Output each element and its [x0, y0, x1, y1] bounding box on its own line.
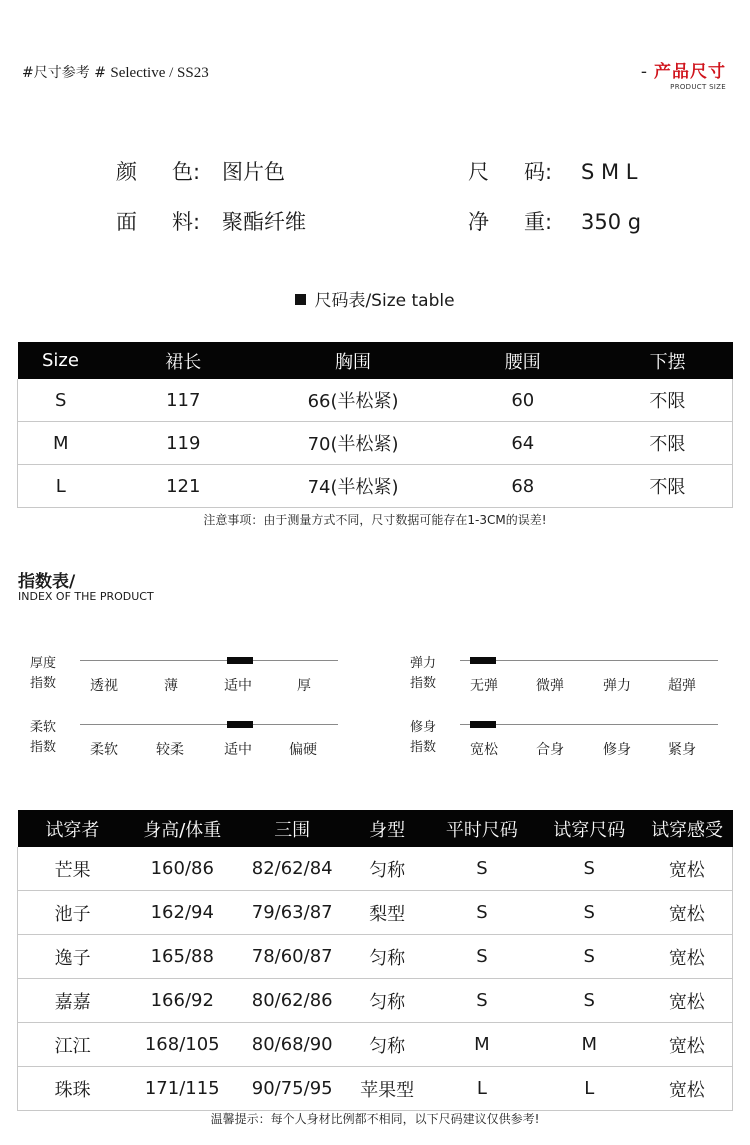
elasticity-scale-line: [460, 660, 718, 661]
tester-table: [17, 810, 733, 1111]
scale-option: 厚: [297, 678, 311, 694]
info-fabric-value: 聚酯纤维: [222, 210, 306, 234]
scale-label-line: 指数: [410, 740, 437, 755]
tester-table-header: 三围: [237, 810, 347, 847]
table-cell: 宽松: [642, 1023, 733, 1067]
table-cell: M: [427, 1023, 537, 1067]
info-fabric: [116, 206, 306, 236]
header-tag-en: Selective / SS23: [110, 65, 209, 81]
tester-table-header: 平时尺码: [427, 810, 537, 847]
size-table-note: 注意事项：由于测量方式不同，尺寸数据可能存在1-3CM的误差!: [203, 513, 547, 527]
fit-scale-label: [410, 718, 436, 758]
table-cell: 匀称: [347, 979, 427, 1023]
thickness-scale-marker: [227, 657, 253, 664]
scale-label-line: 弹力: [410, 656, 437, 671]
scale-label-line: 厚度: [30, 656, 57, 671]
table-cell: 90/75/95: [237, 1067, 347, 1111]
scale-option: 超弹: [668, 678, 696, 694]
table-cell: S: [427, 935, 537, 979]
square-bullet-icon: [295, 294, 306, 305]
size-table-header: 裙长: [103, 342, 263, 379]
table-cell: 宽松: [642, 1067, 733, 1111]
table-cell: 66(半松紧): [263, 379, 443, 422]
table-cell: 78/60/87: [237, 935, 347, 979]
tester-table-header: 试穿尺码: [537, 810, 642, 847]
table-cell: 80/62/86: [237, 979, 347, 1023]
table-cell: 68: [443, 465, 603, 508]
table-cell: 79/63/87: [237, 891, 347, 935]
table-cell: S: [427, 891, 537, 935]
size-table-title: [0, 286, 750, 311]
table-row: [18, 847, 733, 891]
size-table-header: Size: [18, 342, 104, 379]
table-cell: 苹果型: [347, 1067, 427, 1111]
info-weight: [468, 206, 641, 236]
table-cell: 芒果: [18, 847, 128, 891]
thickness-scale-line: [80, 660, 338, 661]
table-cell: S: [427, 847, 537, 891]
fit-scale-line: [460, 724, 718, 725]
scale-option: 偏硬: [289, 742, 317, 758]
size-table-header-row: [18, 342, 733, 379]
table-row: [18, 379, 733, 422]
table-cell: 宽松: [642, 891, 733, 935]
table-cell: S: [537, 979, 642, 1023]
table-cell: 江江: [18, 1023, 128, 1067]
table-cell: 166/92: [127, 979, 237, 1023]
table-row: [18, 465, 733, 508]
info-size-label-2: 码:: [524, 160, 553, 184]
header-title: [641, 57, 726, 91]
info-weight-label-1: 净: [468, 210, 489, 234]
thickness-scale-label: [30, 654, 56, 694]
tester-table-header: 试穿者: [18, 810, 128, 847]
info-weight-label-2: 重:: [524, 210, 553, 234]
table-cell: 宽松: [642, 847, 733, 891]
scale-option: 修身: [603, 742, 631, 758]
table-cell: S: [537, 847, 642, 891]
info-fabric-label-2: 料:: [172, 210, 201, 234]
elasticity-scale-label: [410, 654, 436, 694]
header-title-cn: 产品尺寸: [654, 62, 726, 82]
info-color-value: 图片色: [222, 160, 285, 184]
table-cell: 165/88: [127, 935, 237, 979]
tester-table-note: 温馨提示：每个人身材比例都不相同，以下尺码建议仅供参考!: [210, 1112, 540, 1126]
tester-table-header: 身型: [347, 810, 427, 847]
scale-label-line: 指数: [30, 740, 57, 755]
table-cell: 梨型: [347, 891, 427, 935]
table-cell: S: [537, 935, 642, 979]
table-cell: 60: [443, 379, 603, 422]
table-cell: S: [537, 891, 642, 935]
table-row: [18, 1023, 733, 1067]
size-table-title-text: 尺码表/Size table: [314, 291, 455, 311]
scale-option: 适中: [224, 742, 252, 758]
table-cell: 70(半松紧): [263, 422, 443, 465]
table-cell: S: [18, 379, 104, 422]
info-fabric-label-1: 面: [116, 210, 137, 234]
scale-label-line: 指数: [30, 676, 57, 691]
table-cell: 匀称: [347, 935, 427, 979]
info-color: [116, 156, 285, 186]
header-tag-cn: #尺寸参考: [22, 65, 90, 81]
table-cell: 117: [103, 379, 263, 422]
softness-scale-marker: [227, 721, 253, 728]
scale-option: 适中: [224, 678, 252, 694]
tester-table-header-row: [18, 810, 733, 847]
header-tag: [22, 62, 209, 82]
table-row: [18, 1067, 733, 1111]
scale-option: 无弹: [470, 678, 498, 694]
table-cell: L: [18, 465, 104, 508]
scale-option: 透视: [90, 678, 118, 694]
table-cell: L: [427, 1067, 537, 1111]
table-cell: 171/115: [127, 1067, 237, 1111]
softness-scale-line: [80, 724, 338, 725]
table-cell: 160/86: [127, 847, 237, 891]
table-cell: L: [537, 1067, 642, 1111]
table-cell: 168/105: [127, 1023, 237, 1067]
size-table-header: 腰围: [443, 342, 603, 379]
table-cell: 119: [103, 422, 263, 465]
scale-option: 紧身: [668, 742, 696, 758]
scale-option: 弹力: [603, 678, 631, 694]
table-row: [18, 935, 733, 979]
elasticity-scale-marker: [470, 657, 496, 664]
table-row: [18, 422, 733, 465]
header-tag-hash: #: [94, 65, 106, 81]
scale-label-line: 指数: [410, 676, 437, 691]
info-size-value: S M L: [581, 160, 638, 184]
info-weight-value: 350 g: [581, 210, 642, 234]
table-cell: 74(半松紧): [263, 465, 443, 508]
scale-option: 柔软: [90, 742, 118, 758]
fit-scale-marker: [470, 721, 496, 728]
table-cell: 80/68/90: [237, 1023, 347, 1067]
scale-label-line: 修身: [410, 720, 437, 735]
table-cell: S: [427, 979, 537, 1023]
index-title: 指数表/: [18, 572, 76, 592]
table-row: [18, 891, 733, 935]
index-subtitle: INDEX OF THE PRODUCT: [18, 590, 154, 603]
info-size: [468, 156, 638, 186]
scale-option: 宽松: [470, 742, 498, 758]
table-cell: M: [537, 1023, 642, 1067]
info-size-label-1: 尺: [468, 160, 489, 184]
header-title-en: PRODUCT SIZE: [670, 83, 726, 91]
size-table-header: 下摆: [603, 342, 733, 379]
table-cell: 珠珠: [18, 1067, 128, 1111]
table-cell: 池子: [18, 891, 128, 935]
table-cell: 不限: [603, 465, 733, 508]
table-cell: 121: [103, 465, 263, 508]
size-table-header: 胸围: [263, 342, 443, 379]
table-cell: 不限: [603, 422, 733, 465]
table-cell: M: [18, 422, 104, 465]
info-color-label-1: 颜: [116, 160, 137, 184]
scale-option: 微弹: [536, 678, 564, 694]
softness-scale-label: [30, 718, 56, 758]
table-cell: 162/94: [127, 891, 237, 935]
table-cell: 82/62/84: [237, 847, 347, 891]
tester-table-header: 试穿感受: [642, 810, 733, 847]
table-cell: 匀称: [347, 847, 427, 891]
table-cell: 嘉嘉: [18, 979, 128, 1023]
table-row: [18, 979, 733, 1023]
size-table: [17, 342, 733, 508]
header-title-dash: -: [640, 62, 648, 82]
info-color-label-2: 色:: [172, 160, 201, 184]
scale-option: 较柔: [156, 742, 184, 758]
table-cell: 不限: [603, 379, 733, 422]
table-cell: 逸子: [18, 935, 128, 979]
tester-table-header: 身高/体重: [127, 810, 237, 847]
scale-option: 合身: [536, 742, 564, 758]
table-cell: 匀称: [347, 1023, 427, 1067]
table-cell: 64: [443, 422, 603, 465]
table-cell: 宽松: [642, 935, 733, 979]
scale-option: 薄: [164, 678, 178, 694]
table-cell: 宽松: [642, 979, 733, 1023]
scale-label-line: 柔软: [30, 720, 57, 735]
